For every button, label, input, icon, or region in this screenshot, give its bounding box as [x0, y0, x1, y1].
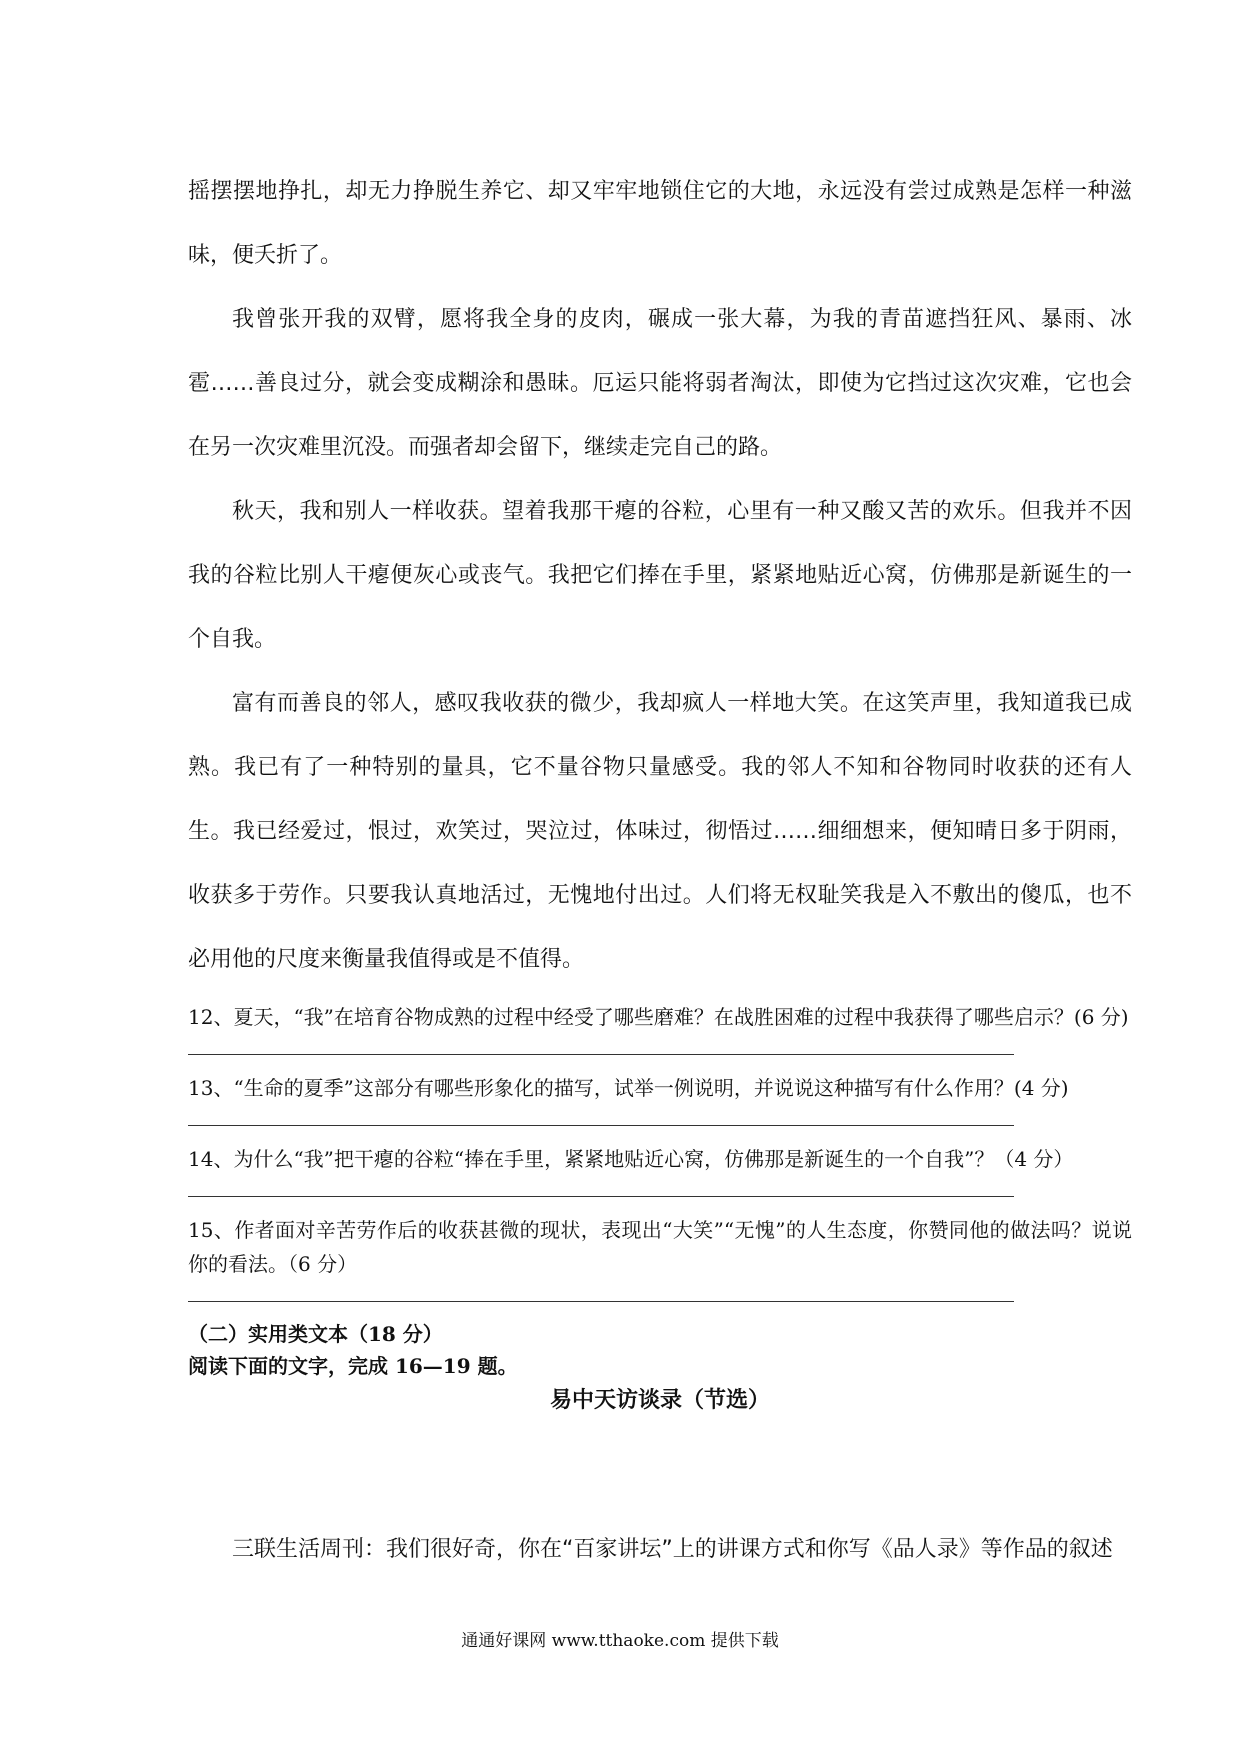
- question-15: [188, 1213, 1132, 1302]
- question-list: [188, 1000, 1132, 1418]
- essay-paragraph: 我曾张开我的双臂，愿将我全身的皮肉，碾成一张大幕，为我的青苗遮挡狂风、暴雨、冰雹……善良过分，就会变成糊涂和愚昧。厄运只能将弱者淘汰，即使为它挡过这次灾难，它也会在另一次灾难里沉没。而强者却会留下，继续走完自己的路。: [188, 307, 1132, 460]
- question-13: [188, 1071, 1132, 1126]
- question-text: 14、为什么“我”把干瘪的谷粒“捧在手里，紧紧地贴近心窝，仿佛那是新诞生的一个自我”？（4 分）: [188, 1147, 1074, 1171]
- answer-line: [188, 1301, 1014, 1302]
- essay-paragraph: 摇摆摆地挣扎，却无力挣脱生养它、却又牢牢地锁住它的大地，永远没有尝过成熟是怎样一种滋味，便夭折了。: [188, 179, 1132, 268]
- essay-paragraph: 富有而善良的邻人，感叹我收获的微少，我却疯人一样地大笑。在这笑声里，我知道我已成熟。我已有了一种特别的量具，它不量谷物只量感受。我的邻人不知和谷物同时收获的还有人生。我已经爱过，恨过，欢笑过，哭泣过，体味过，彻悟过……细细想来，便知晴日多于阴雨，收获多于劳作。只要我认真地活过，无愧地付出过。人们将无权耻笑我是入不敷出的傻瓜，也不必用他的尺度来衡量我值得或是不值得。: [188, 691, 1132, 972]
- question-12: [188, 1000, 1132, 1055]
- essay-paragraph: 秋天，我和别人一样收获。望着我那干瘪的谷粒，心里有一种又酸又苦的欢乐。但我并不因我的谷粒比别人干瘪便灰心或丧气。我把它们捧在手里，紧紧地贴近心窝，仿佛那是新诞生的一个自我。: [188, 499, 1132, 652]
- answer-line: [188, 1196, 1014, 1197]
- question-text: 15、作者面对辛苦劳作后的收获甚微的现状，表现出“大笑”“无愧”的人生态度，你赞同他的做法吗？说说你的看法。（6 分）: [188, 1218, 1132, 1276]
- section-instruction: 阅读下面的文字，完成 16—19 题。: [188, 1354, 518, 1378]
- answer-line: [188, 1054, 1014, 1055]
- question-text: 13、“生命的夏季”这部分有哪些形象化的描写，试举一例说明，并说说这种描写有什么作用？(4 分): [188, 1076, 1069, 1100]
- question-text: 12、夏天，“我”在培育谷物成熟的过程中经受了哪些磨难？在战胜困难的过程中我获得了哪些启示？(6 分): [188, 1005, 1129, 1029]
- question-14: [188, 1142, 1132, 1197]
- page-footer: 通通好课网 www.tthaoke.com 提供下载: [461, 1631, 779, 1651]
- interview-first-line: 三联生活周刊：我们很好奇，你在“百家讲坛”上的讲课方式和你写《品人录》等作品的叙述: [232, 1537, 1113, 1562]
- section-heading: （二）实用类文本（18 分）: [188, 1322, 443, 1346]
- essay-body: [188, 160, 1132, 992]
- article-title: 易中天访谈录（节选）: [549, 1387, 770, 1413]
- answer-line: [188, 1125, 1014, 1126]
